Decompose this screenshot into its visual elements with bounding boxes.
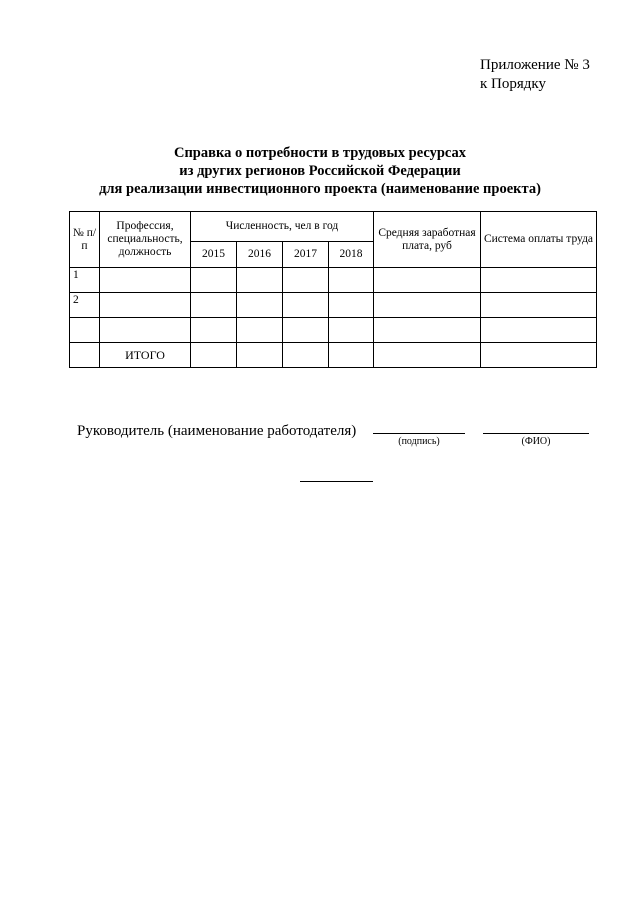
header-year: 2017 (283, 242, 329, 268)
appendix-reference (480, 56, 590, 94)
appendix-number: Приложение № 3 (480, 57, 590, 73)
row-profession (100, 318, 191, 343)
table-row (70, 268, 597, 293)
header-year: 2015 (191, 242, 237, 268)
header-headcount: Численность, чел в год (191, 212, 374, 242)
header-year: 2016 (237, 242, 283, 268)
header-profession: Профессия, специальность, должность (100, 212, 191, 268)
header-pay-system: Система оплаты труда (481, 212, 597, 268)
row-num: 1 (70, 268, 100, 293)
labor-needs-table (69, 211, 597, 368)
title-line-2: из других регионов Российской Федерации (179, 163, 461, 179)
row-profession (100, 293, 191, 318)
signature-field (373, 433, 465, 434)
title-line-1: Справка о потребности в трудовых ресурсах (173, 145, 467, 161)
table-header-row (70, 212, 597, 242)
header-salary: Средняя заработная плата, руб (374, 212, 481, 268)
row-profession (100, 268, 191, 293)
row-num (70, 318, 100, 343)
header-num: № п/п (70, 212, 100, 268)
name-caption: (ФИО) (521, 436, 551, 447)
end-divider (300, 481, 373, 482)
table-row (70, 293, 597, 318)
signature-caption: (подпись) (398, 436, 440, 447)
document-title (60, 144, 580, 198)
table-total-row (70, 343, 597, 368)
header-year: 2018 (329, 242, 374, 268)
row-num (70, 343, 100, 368)
name-field (483, 433, 589, 434)
signature-label: Руководитель (наименование работодателя) (77, 423, 357, 439)
title-line-3: для реализации инвестиционного проекта (наименование проекта) (99, 181, 541, 197)
row-num: 2 (70, 293, 100, 318)
table-row (70, 318, 597, 343)
total-label: ИТОГО (100, 343, 191, 368)
appendix-order: к Порядку (480, 76, 546, 92)
